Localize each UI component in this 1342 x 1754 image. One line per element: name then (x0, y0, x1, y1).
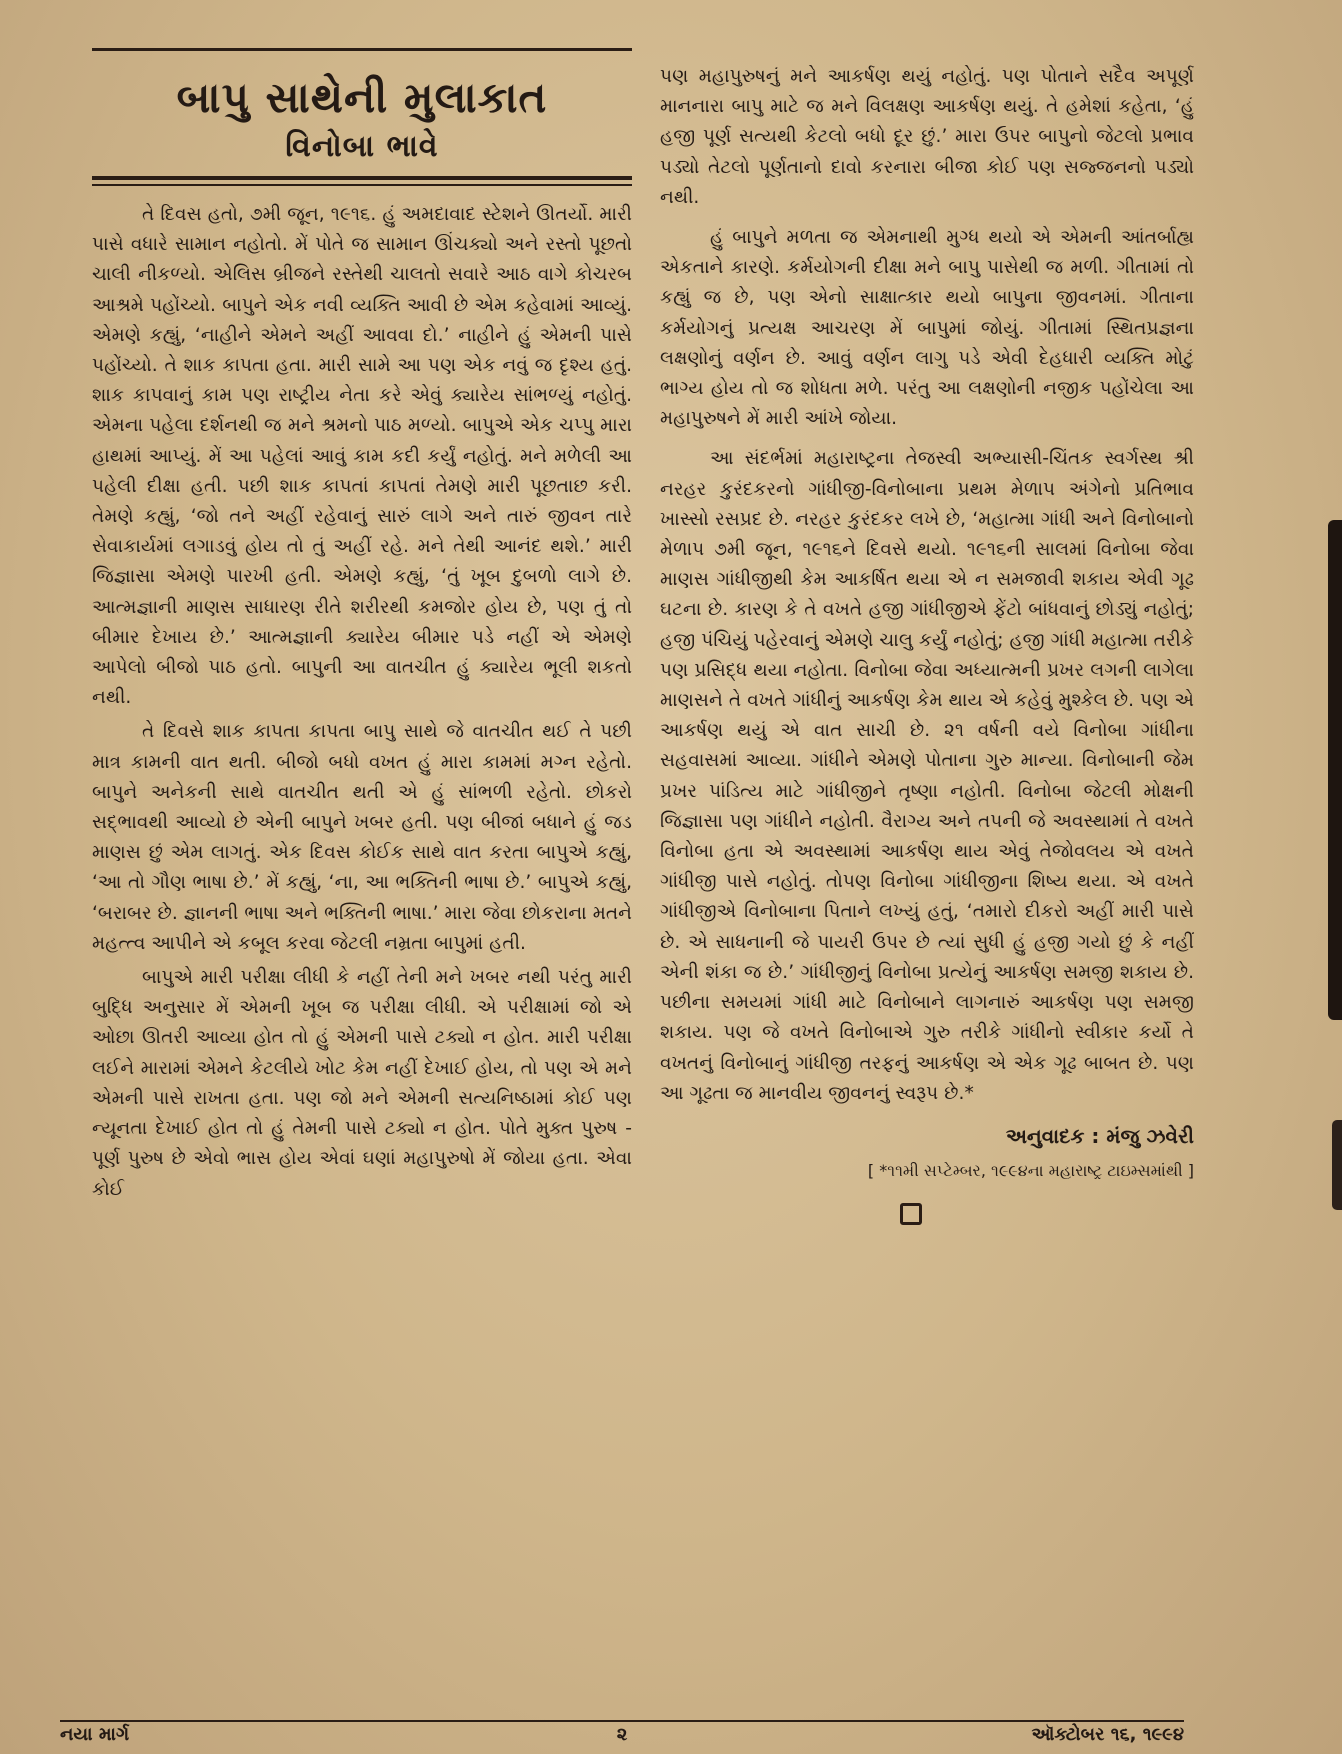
right-paragraph-1: પણ મહાપુરુષનું મને આકર્ષણ થયું નહોતું. પણ પોતાને સદૈવ અપૂર્ણ માનનારા બાપુ માટે જ મને વિલક્ષણ આકર્ષણ થયું. તે હમેશાં કહેતા, ‘હું હજી પૂર્ણ સત્યથી કેટલો બધો દૂર છું.’ મારા ઉપર બાપુનો જેટલો પ્રભાવ પડ્યો તેટલો પૂર્ણતાનો દાવો કરનારા બીજા કોઈ પણ સજ્જનનો પડ્યો નથી. (660, 66, 1195, 208)
right-paragraph-3: આ સંદર્ભમાં મહારાષ્ટ્રના તેજસ્વી અભ્યાસી-ચિંતક સ્વર્ગસ્થ શ્રી નરહર કુરંદકરનો ગાંધીજી-વિનોબાના પ્રથમ મેળાપ અંગેનો પ્રતિભાવ ખાસ્સો રસપ્રદ છે. નરહર કુરંદકર લખે છે, ‘મહાત્મા ગાંધી અને વિનોબાનો મેળાપ ૭મી જૂન, ૧૯૧૬ને દિવસે થયો. ૧૯૧૬ની સાલમાં વિનોબા જેવા માણસ ગાંધીજીથી કેમ આકર્ષિત થયા એ ન સમજાવી શકાય એવી ગૂઢ ઘટના છે. કારણ કે તે વખતે હજી ગાંધીજીએ ફેંટો બાંધવાનું છોડ્યું નહોતું; હજી પંચિયું પહેરવાનું એમણે ચાલુ કર્યું નહોતું; હજી ગાંધી મહાત્મા તરીકે પણ પ્રસિદ્ધ થયા નહોતા. વિનોબા જેવા અધ્યાત્મની પ્રખર લગની લાગેલા માણસને તે વખતે ગાંધીનું આકર્ષણ કેમ થાય એ કહેવું મુશ્કેલ છે. પણ એ આકર્ષણ થયું એ વાત સાચી છે. ૨૧ વર્ષની વયે વિનોબા ગાંધીના સહવાસમાં આવ્યા. ગાંધીને એમણે પોતાના ગુરુ માન્યા. વિનોબાની જેમ પ્રખર પાંડિત્ય માટે ગાંધીજીને તૃષ્ણા નહોતી. વિનોબા જેટલી મોક્ષની જિજ્ઞાસા પણ ગાંધીને નહોતી. વૈરાગ્ય અને તપની જે અવસ્થામાં તે વખતે વિનોબા હતા એ અવસ્થામાં આકર્ષણ થાય એવું તેજોવલય એ વખતે ગાંધીજી પાસે નહોતું. તોપણ વિનોબા ગાંધીજીના શિષ્ય થયા. એ વખતે ગાંધીજીએ વિનોબાના પિતાને લખ્યું હતું, ‘તમારો દીકરો અહીં મારી પાસે છે. એ સાધનાની જે પાયરી ઉપર છે ત્યાં સુધી હું હજી ગયો છું કે નહીં એની શંકા જ છે.’ ગાંધીજીનું વિનોબા પ્રત્યેનું આકર્ષણ સમજી શકાય છે. પછીના સમયમાં ગાંધી માટે વિનોબાને લાગનારું આકર્ષણ પણ સમજી શકાય. પણ જે વખતે વિનોબાએ ગુરુ તરીકે ગાંધીનો સ્વીકાર કર્યો તે વખતનું વિનોબાનું ગાંધીજી તરફનું આકર્ષણ એ એક ગૂઢ બાબત છે. પણ આ ગૂઢતા જ માનવીય જીવનનું સ્વરૂપ છે.* (660, 448, 1194, 1104)
footer-date: ઑક્ટોબર ૧૬, ૧૯૯૪ (1031, 1724, 1184, 1745)
article-author: વિનોબા ભાવે (285, 129, 439, 164)
title-top-rule (92, 48, 632, 51)
page-footer (60, 1724, 1184, 1752)
torn-edge-shadow-lower (1332, 1120, 1342, 1210)
left-paragraph-3: બાપુએ મારી પરીક્ષા લીધી કે નહીં તેની મને ખબર નથી પરંતુ મારી બુદ્ધિ અનુસાર મેં એમની ખૂબ જ પરીક્ષા લીધી. એ પરીક્ષામાં જો એ ઓછા ઊતરી આવ્યા હોત તો હું એમની પાસે ટક્યો ન હોત. મારી પરીક્ષા લઈને મારામાં એમને કેટલીયે ખોટ કેમ નહીં દેખાઈ હોય, તો પણ એ મને એમની પાસે રાખતા હતા. પણ જો મને એમની સત્યનિષ્ઠામાં કોઈ પણ ન્યૂનતા દેખાઈ હોત તો હું તેમની પાસે ટક્યો ન હોત. પોતે મુક્ત પુરુષ - પૂર્ણ પુરુષ છે એવો ભાસ હોય એવાં ઘણાં મહાપુરુષો મેં જોયા હતા. એવા કોઈ (92, 967, 632, 1200)
footer-page-number: ૨ (616, 1724, 628, 1745)
translator-credit: અનુવાદક : મંજુ ઝવેરી (1005, 1123, 1194, 1148)
right-column (660, 62, 1194, 1225)
source-note: [ *૧૧મી સપ્ટેમ્બર, ૧૯૯૪ના મહારાષ્ટ્ર ટાઇમ્સમાંથી ] (867, 1160, 1194, 1180)
right-paragraph-2: હું બાપુને મળતા જ એમનાથી મુગ્ધ થયો એ એમની આંતર્બાહ્ય એકતાને કારણે. કર્મયોગની દીક્ષા મને બાપુ પાસેથી જ મળી. ગીતામાં તો કહ્યું જ છે, પણ એનો સાક્ષાત્કાર થયો બાપુના જીવનમાં. ગીતાના કર્મયોગનું પ્રત્યક્ષ આચરણ મેં બાપુમાં જોયું. ગીતામાં સ્થિતપ્રજ્ઞના લક્ષણોનું વર્ણન છે. આવું વર્ણન લાગુ પડે એવી દેહધારી વ્યક્તિ મોટું ભાગ્ય હોય તો જ શોધતા મળે. પરંતુ આ લક્ષણોની નજીક પહોંચેલા આ મહાપુરુષને મેં મારી આંખે જોયા. (660, 227, 1194, 430)
title-bottom-rule (92, 176, 632, 186)
left-paragraph-2: તે દિવસે શાક કાપતા કાપતા બાપુ સાથે જે વાતચીત થઈ તે પછી માત્ર કામની વાત થતી. બીજો બધો વખત હું મારા કામમાં મગ્ન રહેતો. બાપુને અનેકની સાથે વાતચીત થતી એ હું સાંભળી રહેતો. છોકરો સદ્ભાવથી આવ્યો છે એની બાપુને ખબર હતી. પણ બીજાં બધાને હું જડ માણસ છું એમ લાગતું. એક દિવસ કોઈક સાથે વાત કરતા બાપુએ કહ્યું, ‘આ તો ગૌણ ભાષા છે.’ મેં કહ્યું, ‘ના, આ ભક્તિની ભાષા છે.’ બાપુએ કહ્યું, ‘બરાબર છે. જ્ઞાનની ભાષા અને ભક્તિની ભાષા.’ મારા જેવા છોકરાના મતને મહત્ત્વ આપીને એ કબૂલ કરવા જેટલી નમ્રતા બાપુમાં હતી. (92, 721, 632, 954)
left-paragraph-1: તે દિવસ હતો, ૭મી જૂન, ૧૯૧૬. હું અમદાવાદ સ્ટેશને ઊતર્યો. મારી પાસે વધારે સામાન નહોતો. મેં પોતે જ સામાન ઊંચક્યો અને રસ્તો પૂછતો ચાલી નીકળ્યો. એલિસ બ્રીજને રસ્તેથી ચાલતો સવારે આઠ વાગે કોચરબ આશ્રમે પહોંચ્યો. બાપુને એક નવી વ્યક્તિ આવી છે એમ કહેવામાં આવ્યું. એમણે કહ્યું, ‘નાહીને એમને અહીં આવવા દો.’ નાહીને હું એમની પાસે પહોંચ્યો. તે શાક કાપતા હતા. મારી સામે આ પણ એક નવું જ દૃશ્ય હતું. શાક કાપવાનું કામ પણ રાષ્ટ્રીય નેતા કરે એવું ક્યારેય સાંભળ્યું નહોતું. એમના પહેલા દર્શનથી જ મને શ્રમનો પાઠ મળ્યો. બાપુએ એક ચપ્પુ મારા હાથમાં આપ્યું. મેં આ પહેલાં આવું કામ કદી કર્યું નહોતું. મને મળેલી આ પહેલી દીક્ષા હતી. પછી શાક કાપતાં કાપતાં તેમણે મારી પૂછતાછ કરી. તેમણે કહ્યું, ‘જો તને અહીં રહેવાનું સારું લાગે અને તારું જીવન તારે સેવાકાર્યમાં લગાડવું હોય તો તું અહીં રહે. મને તેથી આનંદ થશે.’ મારી જિજ્ઞાસા એમણે પારખી હતી. એમણે કહ્યું, ‘તું ખૂબ દુબળો લાગે છે. આત્મજ્ઞાની માણસ સાધારણ રીતે શરીરથી કમજોર હોય છે, પણ તું તો બીમાર દેખાય છે.’ આત્મજ્ઞાની ક્યારેય બીમાર પડે નહીં એ એમણે આપેલો બીજો પાઠ હતો. બાપુની આ વાતચીત હું ક્યારેય ભૂલી શકતો નથી. (92, 204, 632, 709)
footer-rule (60, 1720, 1184, 1722)
end-mark-icon (900, 1203, 922, 1225)
article-title: બાપુ સાથેની મુલાકાત (176, 73, 548, 122)
torn-edge-shadow (1328, 520, 1342, 1020)
footer-publication: નયા માર્ગ (60, 1724, 130, 1745)
left-column (92, 48, 632, 1209)
